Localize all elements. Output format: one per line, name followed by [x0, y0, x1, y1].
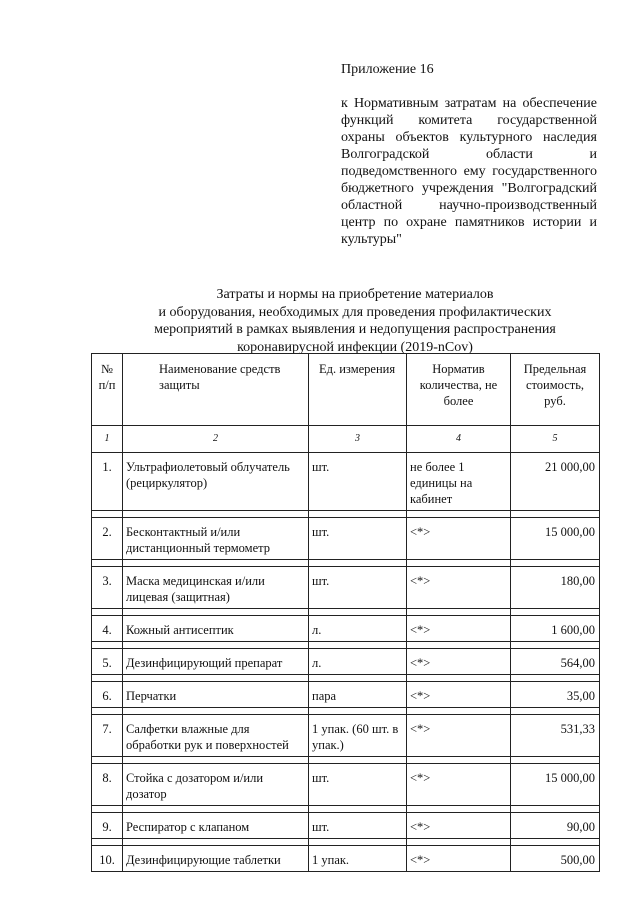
max-price: 90,00: [511, 813, 600, 839]
row-spacer: [92, 708, 600, 715]
spacer-cell: [407, 609, 511, 616]
row-number: 10.: [92, 846, 123, 872]
spacer-cell: [511, 757, 600, 764]
spacer-cell: [309, 609, 407, 616]
spacer-cell: [123, 757, 309, 764]
quantity-norm: <*>: [407, 846, 511, 872]
spacer-cell: [123, 839, 309, 846]
spacer-cell: [92, 675, 123, 682]
spacer-cell: [123, 642, 309, 649]
max-price: 564,00: [511, 649, 600, 675]
unit-of-measure: шт.: [309, 518, 407, 560]
spacer-cell: [407, 560, 511, 567]
unit-of-measure: 1 упак. (60 шт. в упак.): [309, 715, 407, 757]
spacer-cell: [123, 806, 309, 813]
quantity-norm: <*>: [407, 682, 511, 708]
unit-of-measure: шт.: [309, 764, 407, 806]
spacer-cell: [511, 806, 600, 813]
row-number: 3.: [92, 567, 123, 609]
column-header-number: № п/п: [92, 354, 123, 426]
column-header-unit: Ед. измерения: [309, 354, 407, 426]
table-row: [92, 616, 600, 642]
protection-item-name: Кожный антисептик: [123, 616, 309, 642]
row-number: 6.: [92, 682, 123, 708]
table-row: [92, 715, 600, 757]
spacer-cell: [407, 642, 511, 649]
row-number: 8.: [92, 764, 123, 806]
max-price: 500,00: [511, 846, 600, 872]
row-spacer: [92, 839, 600, 846]
quantity-norm: <*>: [407, 649, 511, 675]
spacer-cell: [92, 609, 123, 616]
quantity-norm: <*>: [407, 813, 511, 839]
spacer-cell: [123, 609, 309, 616]
spacer-cell: [92, 642, 123, 649]
spacer-cell: [309, 511, 407, 518]
column-header-price: Предельная стоимость, руб.: [511, 354, 600, 426]
quantity-norm: <*>: [407, 616, 511, 642]
quantity-norm: не более 1 единицы на кабинет: [407, 453, 511, 511]
column-index: 1: [92, 426, 123, 453]
column-index: 3: [309, 426, 407, 453]
table-row: [92, 813, 600, 839]
cost-norms-table: [91, 353, 600, 872]
spacer-cell: [309, 642, 407, 649]
max-price: 531,33: [511, 715, 600, 757]
table-body: [92, 453, 600, 872]
spacer-cell: [92, 839, 123, 846]
row-number: 2.: [92, 518, 123, 560]
unit-of-measure: шт.: [309, 567, 407, 609]
row-spacer: [92, 609, 600, 616]
protection-item-name: Дезинфицирующий препарат: [123, 649, 309, 675]
quantity-norm: <*>: [407, 764, 511, 806]
table-row: [92, 649, 600, 675]
column-header-name: Наименование средств защиты: [123, 354, 309, 426]
row-number: 4.: [92, 616, 123, 642]
spacer-cell: [92, 757, 123, 764]
spacer-cell: [309, 806, 407, 813]
spacer-cell: [407, 675, 511, 682]
spacer-cell: [123, 675, 309, 682]
spacer-cell: [92, 708, 123, 715]
spacer-cell: [407, 708, 511, 715]
spacer-cell: [511, 708, 600, 715]
table-row: [92, 682, 600, 708]
row-spacer: [92, 757, 600, 764]
table-header-row: [92, 354, 600, 426]
max-price: 1 600,00: [511, 616, 600, 642]
quantity-norm: <*>: [407, 715, 511, 757]
protection-item-name: Стойка с дозатором и/или дозатор: [123, 764, 309, 806]
heading-line: коронавирусной инфекции (2019-nCov): [237, 339, 473, 355]
table-row: [92, 764, 600, 806]
max-price: 15 000,00: [511, 764, 600, 806]
unit-of-measure: 1 упак.: [309, 846, 407, 872]
spacer-cell: [511, 839, 600, 846]
spacer-cell: [92, 560, 123, 567]
heading-line: мероприятий в рамках выявления и недопущения распространения: [154, 322, 556, 337]
table-row: [92, 453, 600, 511]
row-spacer: [92, 642, 600, 649]
row-number: 7.: [92, 715, 123, 757]
spacer-cell: [511, 511, 600, 518]
protection-item-name: Дезинфицирующие таблетки: [123, 846, 309, 872]
row-spacer: [92, 560, 600, 567]
spacer-cell: [407, 839, 511, 846]
max-price: 15 000,00: [511, 518, 600, 560]
spacer-cell: [309, 560, 407, 567]
spacer-cell: [511, 642, 600, 649]
row-spacer: [92, 675, 600, 682]
appendix-reference-text: к Нормативным затратам на обеспечение функций комитета государственной охраны объектов культурного наследия Волгоградской области и подведомственного ему государственного бюджетного учреждения "Волгоградский областной научно-производственный центр по охране памятников истории и культуры": [341, 96, 597, 247]
column-index: 2: [123, 426, 309, 453]
spacer-cell: [407, 757, 511, 764]
max-price: 21 000,00: [511, 453, 600, 511]
column-header-norm: Норматив количества, не более: [407, 354, 511, 426]
document-heading: [100, 286, 610, 356]
spacer-cell: [123, 708, 309, 715]
row-number: 1.: [92, 453, 123, 511]
spacer-cell: [309, 757, 407, 764]
protection-item-name: Салфетки влажные для обработки рук и поверхностей: [123, 715, 309, 757]
protection-item-name: Перчатки: [123, 682, 309, 708]
unit-of-measure: л.: [309, 616, 407, 642]
max-price: 180,00: [511, 567, 600, 609]
quantity-norm: <*>: [407, 518, 511, 560]
appendix-title: Приложение 16: [341, 62, 434, 77]
row-number: 9.: [92, 813, 123, 839]
spacer-cell: [309, 675, 407, 682]
spacer-cell: [511, 675, 600, 682]
row-spacer: [92, 511, 600, 518]
unit-of-measure: л.: [309, 649, 407, 675]
column-index: 4: [407, 426, 511, 453]
spacer-cell: [309, 708, 407, 715]
spacer-cell: [407, 806, 511, 813]
spacer-cell: [407, 511, 511, 518]
column-index-row: [92, 426, 600, 453]
spacer-cell: [92, 806, 123, 813]
quantity-norm: <*>: [407, 567, 511, 609]
spacer-cell: [92, 511, 123, 518]
protection-item-name: Респиратор с клапаном: [123, 813, 309, 839]
row-number: 5.: [92, 649, 123, 675]
protection-item-name: Бесконтактный и/или дистанционный термометр: [123, 518, 309, 560]
max-price: 35,00: [511, 682, 600, 708]
unit-of-measure: шт.: [309, 453, 407, 511]
heading-line: Затраты и нормы на приобретение материалов: [216, 287, 494, 302]
heading-line: и оборудования, необходимых для проведения профилактических: [158, 304, 552, 320]
row-spacer: [92, 806, 600, 813]
spacer-cell: [511, 609, 600, 616]
unit-of-measure: шт.: [309, 813, 407, 839]
column-index: 5: [511, 426, 600, 453]
protection-item-name: Маска медицинская и/или лицевая (защитная): [123, 567, 309, 609]
table-row: [92, 846, 600, 872]
spacer-cell: [123, 560, 309, 567]
protection-item-name: Ультрафиолетовый облучатель (рециркулятор): [123, 453, 309, 511]
table-row: [92, 518, 600, 560]
spacer-cell: [511, 560, 600, 567]
table-row: [92, 567, 600, 609]
spacer-cell: [309, 839, 407, 846]
spacer-cell: [123, 511, 309, 518]
unit-of-measure: пара: [309, 682, 407, 708]
